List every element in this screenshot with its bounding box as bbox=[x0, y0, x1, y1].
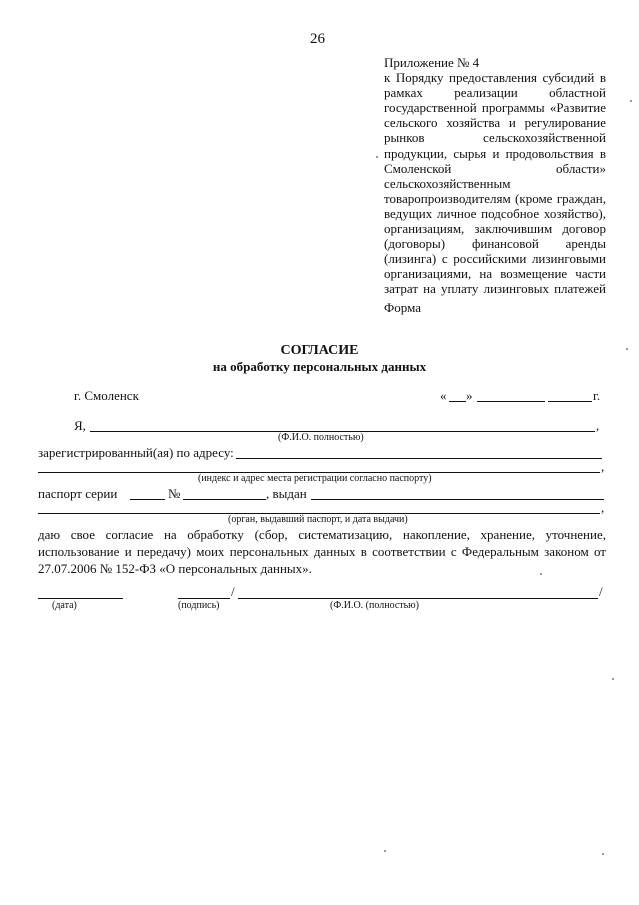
issuer-field-1[interactable] bbox=[311, 499, 604, 500]
text-word: законом bbox=[544, 544, 589, 559]
text-word: государственной bbox=[384, 100, 477, 116]
appendix-line bbox=[384, 161, 606, 176]
text-word: подсобное bbox=[481, 205, 540, 221]
text-word: уточнение, bbox=[545, 527, 606, 542]
city-label: г. Смоленск bbox=[74, 388, 139, 403]
text-word: и bbox=[124, 544, 132, 559]
document-title: СОГЛАСИЕ bbox=[280, 343, 359, 358]
text-word: в bbox=[599, 145, 606, 161]
text-word: программы bbox=[481, 100, 545, 116]
appendix-line bbox=[384, 206, 606, 221]
text-word: и bbox=[508, 115, 516, 131]
text-word: передачу) bbox=[136, 544, 191, 559]
text-word: в bbox=[599, 70, 606, 86]
appendix-line bbox=[384, 251, 606, 266]
appendix-line bbox=[384, 146, 606, 161]
text-word: областной bbox=[549, 85, 606, 101]
text-word: согласие bbox=[105, 527, 154, 542]
appendix-line bbox=[384, 191, 606, 206]
signature-sign-field[interactable] bbox=[178, 598, 230, 599]
signature-slash-right: / bbox=[599, 584, 603, 599]
text-word: субсидий bbox=[542, 70, 595, 86]
text-word: товаропроизводителям bbox=[384, 190, 511, 206]
text-word: уплату bbox=[441, 281, 479, 297]
text-word: российскими bbox=[453, 251, 527, 267]
text-word: с bbox=[450, 544, 457, 559]
text-word: систематизацию, bbox=[298, 527, 393, 542]
text-word: ведущих bbox=[384, 205, 433, 221]
text-word: продукции, bbox=[384, 145, 448, 161]
appendix-line bbox=[384, 281, 606, 296]
scan-speck bbox=[376, 156, 378, 158]
text-word: лизинговыми bbox=[531, 251, 606, 267]
text-word: затрат bbox=[384, 281, 419, 297]
text-word: (договоры) bbox=[384, 236, 446, 252]
date-month-field[interactable] bbox=[477, 401, 545, 402]
year-suffix: г. bbox=[593, 388, 601, 403]
address-field-1[interactable] bbox=[236, 458, 602, 459]
scan-speck bbox=[384, 850, 386, 852]
date-open-quote: « bbox=[440, 388, 447, 403]
text-word: рынков bbox=[384, 130, 425, 146]
text-word: использование bbox=[38, 544, 120, 559]
text-word: лизинговых bbox=[483, 281, 549, 297]
fio-caption: (Ф.И.О. полностью) bbox=[278, 432, 364, 443]
appendix-line bbox=[384, 55, 606, 70]
text-word: хранение, bbox=[480, 527, 535, 542]
text-word: данных bbox=[313, 544, 356, 559]
date-year-field[interactable] bbox=[548, 401, 592, 402]
text-word: на bbox=[163, 527, 177, 542]
text-word: свое bbox=[70, 527, 95, 542]
consent-line bbox=[38, 526, 606, 543]
text-word: граждан, bbox=[556, 190, 606, 206]
text-word: от bbox=[593, 544, 606, 559]
appendix-line bbox=[384, 176, 606, 191]
text-word: части bbox=[575, 266, 606, 282]
text-word: рамках bbox=[384, 85, 423, 101]
appendix-header bbox=[384, 55, 606, 297]
appendix-line bbox=[384, 85, 606, 100]
address-comma: , bbox=[601, 459, 605, 474]
text-word: сельскохозяйственной bbox=[483, 130, 606, 146]
i-label: Я, bbox=[74, 418, 86, 433]
issuer-caption: (орган, выдавший паспорт, и дата выдачи) bbox=[228, 514, 408, 525]
scan-speck bbox=[540, 573, 542, 575]
text-word: (сбор, bbox=[254, 527, 288, 542]
date-day-field[interactable] bbox=[449, 401, 466, 402]
text-word: договор bbox=[562, 221, 606, 237]
document-subtitle: на обработку персональных данных bbox=[212, 359, 427, 374]
text-word: личное bbox=[437, 205, 477, 221]
text-word: Смоленской bbox=[384, 160, 452, 176]
text-word: организациями, bbox=[384, 266, 472, 282]
text-word: персональных bbox=[229, 544, 309, 559]
text-word: хозяйство), bbox=[543, 205, 606, 221]
text-word: Федеральным bbox=[461, 544, 539, 559]
text-word: возмещение bbox=[500, 266, 568, 282]
text-word: реализации bbox=[454, 85, 518, 101]
text-word: хозяйства bbox=[446, 115, 501, 131]
text-word: с bbox=[441, 251, 448, 267]
appendix-line bbox=[384, 130, 606, 145]
text-word: финансовой bbox=[471, 236, 539, 252]
text-word: на bbox=[479, 266, 493, 282]
signature-date-field[interactable] bbox=[38, 598, 123, 599]
signature-sign-caption: (подпись) bbox=[178, 600, 220, 611]
appendix-line bbox=[384, 221, 606, 236]
text-word: «Развитие bbox=[549, 100, 606, 116]
text-word: к bbox=[384, 70, 391, 86]
scan-speck bbox=[630, 100, 632, 102]
signature-slash-left: / bbox=[231, 584, 235, 599]
text-word: сырья bbox=[453, 145, 487, 161]
signature-fio-field[interactable] bbox=[238, 598, 598, 599]
text-word: на bbox=[423, 281, 436, 297]
appendix-line bbox=[384, 70, 606, 85]
text-word: даю bbox=[38, 527, 61, 542]
page-number: 26 bbox=[310, 31, 325, 47]
text-word: накопление, bbox=[402, 527, 470, 542]
text-word: Порядку bbox=[395, 70, 444, 86]
text-word: в bbox=[360, 544, 367, 559]
text-word: области» bbox=[556, 160, 606, 176]
issued-label: , выдан bbox=[266, 486, 307, 501]
text-word: продовольствия bbox=[505, 145, 594, 161]
text-word: моих bbox=[196, 544, 225, 559]
passport-series-label: паспорт серии bbox=[38, 486, 118, 501]
text-word: предоставления bbox=[448, 70, 537, 86]
consent-line bbox=[38, 543, 606, 560]
appendix-line bbox=[384, 236, 606, 251]
text-word: регулирование bbox=[524, 115, 606, 131]
address-caption: (индекс и адрес места регистрации согласно паспорту) bbox=[198, 473, 432, 484]
scan-speck bbox=[612, 678, 614, 680]
text-word: Приложение № 4 bbox=[384, 55, 480, 70]
text-word: 27.07.2006 № 152-ФЗ «О персональных данных». bbox=[38, 561, 312, 576]
date-close-quote: » bbox=[466, 388, 473, 403]
text-word: заключившим bbox=[474, 221, 553, 237]
text-word: аренды bbox=[565, 236, 606, 252]
text-word: обработку bbox=[187, 527, 244, 542]
passport-series-field[interactable] bbox=[130, 499, 165, 500]
number-sign: № bbox=[168, 486, 181, 501]
text-word: платежей bbox=[554, 281, 606, 297]
signature-date-caption: (дата) bbox=[52, 600, 77, 611]
scan-speck bbox=[602, 853, 604, 855]
text-word: сельскохозяйственным bbox=[384, 175, 511, 191]
text-word: (лизинга) bbox=[384, 251, 437, 267]
signature-fio-caption: (Ф.И.О. (полностью) bbox=[330, 600, 419, 611]
text-word: соответствии bbox=[372, 544, 446, 559]
text-word: и bbox=[492, 145, 500, 161]
registered-label: зарегистрированный(ая) по адресу: bbox=[38, 445, 234, 460]
form-label: Форма bbox=[384, 300, 421, 315]
scan-speck bbox=[626, 348, 628, 350]
appendix-line bbox=[384, 100, 606, 115]
appendix-line bbox=[384, 115, 606, 130]
text-word: (кроме bbox=[515, 190, 553, 206]
issuer-comma: , bbox=[601, 500, 605, 515]
text-word: сельского bbox=[384, 115, 438, 131]
text-word: организациям, bbox=[384, 221, 465, 237]
passport-number-field[interactable] bbox=[183, 499, 266, 500]
appendix-line bbox=[384, 266, 606, 281]
consent-line bbox=[38, 560, 606, 577]
consent-text bbox=[38, 526, 606, 577]
fio-comma: , bbox=[596, 418, 600, 433]
